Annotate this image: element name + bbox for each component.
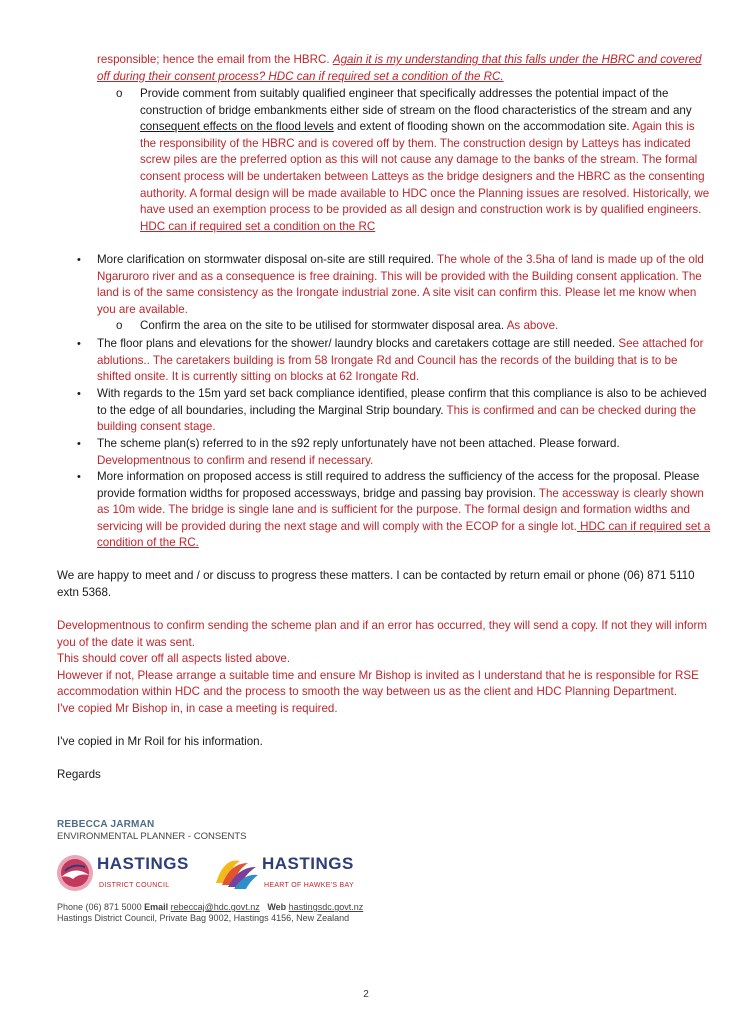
response-line-2: This should cover off all aspects listed above. [57,652,291,666]
bullet-yard-setback [77,386,712,436]
sub1-underlined: consequent effects on the flood levels [140,120,334,134]
response-line-3: However if not, Please arrange a suitable time and ensure Mr Bishop is invited as I understand that he is responsible for RSE accommodation within HDC and the process to smooth the way between us as the client and HDC Planning Department. [57,668,699,699]
b2-request: The floor plans and elevations for the shower/ laundry blocks and caretakers cottage are still needed. [97,337,619,350]
sub-bullet-stormwater-area [116,318,711,335]
bullet-marker: • [77,338,81,350]
response-line-1: Developmentnous to confirm sending the scheme plan and if an error has occurred, they will send a copy. If not they will inform you of the date it was sent. [57,619,708,649]
intro-paragraph [97,52,707,85]
page-number: 2 [363,989,369,1000]
web-label: Web [267,902,287,912]
sub-bullet-marker: o [116,87,123,100]
b3-response: This is confirmed and can be checked during the building consent stage. [97,403,696,434]
response-line-4: I've copied Mr Bishop in, in case a meeting is required. [57,701,338,715]
sub1-request-end: and extent of flooding shown on the accommodation site. [333,120,633,134]
sub-bullet-marker: o [116,319,123,332]
bullet-marker: • [77,438,81,450]
bullet-marker: • [77,471,81,483]
address-line: Hastings District Council, Private Bag 9002, Hastings 4156, New Zealand [57,913,350,923]
bullet-scheme-plan [77,436,712,469]
hdc-logo [55,853,215,893]
regards: Regards [57,768,101,781]
heart-logo-sub: HEART OF HAWKE'S BAY [264,882,354,889]
phone-label: Phone [57,902,84,912]
hdc-logo-word: HASTINGS [97,854,189,873]
sub1-response-underlined: HDC can if required set a condition on the RC [140,219,376,233]
bullet-marker: • [77,388,81,400]
web-link[interactable]: hastingsdc.govt.nz [288,902,364,912]
b5-response: The accessway is clearly shown as 10m wide. The bridge is single lane and is sufficient for the purpose. The formal design and formation widths and servicing will be provided during the next stage and will comply with the ECOP for a single lot. [97,486,704,533]
hdc-emblem-icon [55,853,95,893]
heart-logo-word: HASTINGS [262,854,354,873]
bullet-marker: • [77,254,81,266]
sub1-request: Provide comment from suitably qualified engineer that specifically addresses the potential impact of the construction of bridge embankments either side of stream on the flood characteristics of the stream and any [140,87,692,117]
signature-title: ENVIRONMENTAL PLANNER - CONSENTS [57,831,247,842]
bullet-access [77,469,712,552]
meeting-paragraph: We are happy to meet and / or discuss to progress these matters. I can be contacted by return email or phone (06) 871 5110 extn 5368. [57,569,695,599]
b1-response: The whole of the 3.5ha of land is made up of the old Ngaruroro river and as a consequence is free draining. This will be provided with the Building consent application. The land is of the same consistency as the Irongate industrial zone. A site visit can confirm this. Please let me know when you are available. [97,253,704,316]
sub-bullet-engineer-comment [116,86,711,235]
copied-line: I've copied in Mr Roil for his information. [57,735,263,748]
sub2-response: As above. [506,319,559,332]
signature-name: REBECCA JARMAN [57,819,155,830]
b2-response: See attached for ablutions.. The caretakers building is from 58 Irongate Rd and Council has the records of the building that is to be shifted onsite. It is currently sitting on blocks at 62 Irongate Rd. [97,337,704,384]
phone-value: (06) 871 5000 [83,902,145,912]
bullet-floor-plans [77,336,712,386]
response-paragraph [57,618,717,718]
b5-response-underlined: HDC can if required set a condition of the RC. [97,519,711,550]
hastings-heart-logo [214,853,374,893]
email-link[interactable]: rebeccaj@hdc.govt.nz [170,902,260,912]
b1-request: More clarification on stormwater disposal on-site are still required. [97,253,438,266]
intro-emphasis: Again it is my understanding that this falls under the HBRC and covered off during their consent process? HDC can if required set a condition of the RC. [97,53,702,83]
rainbow-swirl-icon [214,853,260,893]
intro-text: responsible; hence the email from the HBRC. [97,53,333,66]
b5-request: More information on proposed access is still required to address the sufficiency of the access for the proposal. Please provide formation widths for proposed accessways, bridge and passing bay provision. [97,470,700,500]
hdc-logo-sub: DISTRICT COUNCIL [99,882,170,889]
b4-request: The scheme plan(s) referred to in the s92 reply unfortunately have not been attached. Please forward. [97,437,620,450]
email-label: Email [144,902,169,912]
b4-response: Developmentnous to confirm and resend if necessary. [97,453,374,467]
b3-request: With regards to the 15m yard set back compliance identified, please confirm that this compliance is also to be achieved to the edge of all boundaries, including the Marginal Strip boundary. [97,387,707,417]
bullet-stormwater [77,252,712,318]
sub2-request: Confirm the area on the site to be utilised for stormwater disposal area. [140,319,507,332]
sub1-response: Again this is the responsibility of the HBRC and is covered off by them. The construction design by Latteys has indicated screw piles are the preferred option as this will not cause any damage to the banks of the stream. The formal consent process will be undertaken between Latteys as the bridge designers and the HBRC as the consenting authority. A formal design will be made available to HDC once the Planning issues are resolved. Historically, we have used an exemption process to be provided as all design and construction work is by qualified engineers. [140,120,710,217]
